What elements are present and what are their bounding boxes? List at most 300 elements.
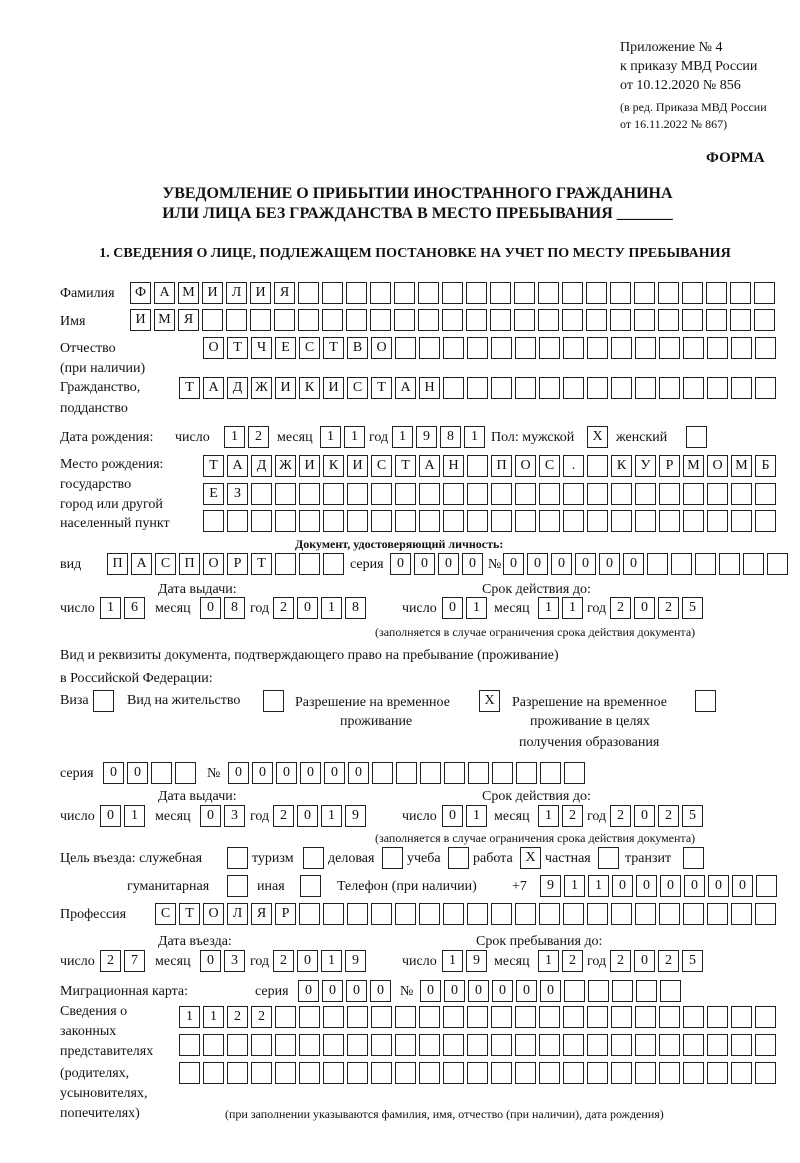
char-cell[interactable]: [395, 1034, 416, 1056]
char-cell[interactable]: И: [130, 309, 151, 331]
char-cell[interactable]: Я: [251, 903, 272, 925]
char-cell[interactable]: 0: [636, 875, 657, 897]
char-cell[interactable]: 0: [276, 762, 297, 784]
char-cell[interactable]: Б: [755, 455, 776, 477]
char-cell[interactable]: [658, 282, 679, 304]
char-cell[interactable]: [396, 762, 417, 784]
char-cell[interactable]: К: [299, 377, 320, 399]
char-cell[interactable]: 1: [466, 597, 487, 619]
char-cell[interactable]: [563, 1062, 584, 1084]
char-cell[interactable]: 0: [200, 805, 221, 827]
char-cell[interactable]: 0: [575, 553, 596, 575]
char-cell[interactable]: [322, 282, 343, 304]
char-cell[interactable]: А: [395, 377, 416, 399]
char-cell[interactable]: 2: [251, 1006, 272, 1028]
char-cell[interactable]: 0: [634, 805, 655, 827]
char-cell[interactable]: 1: [344, 426, 365, 448]
char-cell[interactable]: 0: [200, 950, 221, 972]
char-cell[interactable]: [419, 337, 440, 359]
char-cell[interactable]: П: [491, 455, 512, 477]
char-cell[interactable]: О: [203, 903, 224, 925]
char-cell[interactable]: 2: [610, 805, 631, 827]
char-cell[interactable]: [611, 337, 632, 359]
char-cell[interactable]: [175, 762, 196, 784]
char-cell[interactable]: [371, 903, 392, 925]
char-cell[interactable]: 0: [346, 980, 367, 1002]
char-cell[interactable]: [299, 903, 320, 925]
char-cell[interactable]: [719, 553, 740, 575]
char-cell[interactable]: [442, 309, 463, 331]
char-cell[interactable]: [419, 510, 440, 532]
char-cell[interactable]: [635, 377, 656, 399]
char-cell[interactable]: 9: [416, 426, 437, 448]
char-cell[interactable]: [298, 309, 319, 331]
char-cell[interactable]: [767, 553, 788, 575]
char-cell[interactable]: [395, 483, 416, 505]
char-cell[interactable]: С: [299, 337, 320, 359]
char-cell[interactable]: [707, 1062, 728, 1084]
char-cell[interactable]: Е: [203, 483, 224, 505]
char-cell[interactable]: Д: [227, 377, 248, 399]
char-cell[interactable]: [563, 483, 584, 505]
checkbox[interactable]: [303, 847, 324, 869]
char-cell[interactable]: [275, 510, 296, 532]
char-cell[interactable]: 0: [297, 950, 318, 972]
char-cell[interactable]: [492, 762, 513, 784]
char-cell[interactable]: [371, 510, 392, 532]
char-cell[interactable]: [347, 483, 368, 505]
char-cell[interactable]: 9: [540, 875, 561, 897]
char-cell[interactable]: [706, 282, 727, 304]
char-cell[interactable]: 2: [273, 805, 294, 827]
char-cell[interactable]: [444, 762, 465, 784]
char-cell[interactable]: 0: [634, 597, 655, 619]
char-cell[interactable]: [491, 483, 512, 505]
char-cell[interactable]: 0: [228, 762, 249, 784]
char-cell[interactable]: 0: [444, 980, 465, 1002]
char-cell[interactable]: 8: [224, 597, 245, 619]
char-cell[interactable]: [635, 1006, 656, 1028]
char-cell[interactable]: А: [419, 455, 440, 477]
char-cell[interactable]: Р: [275, 903, 296, 925]
char-cell[interactable]: [491, 903, 512, 925]
char-cell[interactable]: [755, 377, 776, 399]
char-cell[interactable]: 0: [390, 553, 411, 575]
char-cell[interactable]: [755, 337, 776, 359]
char-cell[interactable]: [539, 483, 560, 505]
char-cell[interactable]: [515, 510, 536, 532]
char-cell[interactable]: [179, 1034, 200, 1056]
char-cell[interactable]: У: [635, 455, 656, 477]
char-cell[interactable]: [731, 1006, 752, 1028]
char-cell[interactable]: [563, 337, 584, 359]
char-cell[interactable]: [586, 282, 607, 304]
char-cell[interactable]: 0: [540, 980, 561, 1002]
char-cell[interactable]: [610, 282, 631, 304]
char-cell[interactable]: [516, 762, 537, 784]
char-cell[interactable]: [467, 483, 488, 505]
char-cell[interactable]: 0: [420, 980, 441, 1002]
char-cell[interactable]: 2: [562, 805, 583, 827]
char-cell[interactable]: 1: [321, 950, 342, 972]
char-cell[interactable]: М: [731, 455, 752, 477]
char-cell[interactable]: Л: [227, 903, 248, 925]
char-cell[interactable]: П: [179, 553, 200, 575]
char-cell[interactable]: 2: [562, 950, 583, 972]
char-cell[interactable]: Т: [203, 455, 224, 477]
char-cell[interactable]: [395, 510, 416, 532]
checkbox[interactable]: [448, 847, 469, 869]
char-cell[interactable]: [707, 483, 728, 505]
char-cell[interactable]: [683, 1006, 704, 1028]
char-cell[interactable]: [394, 309, 415, 331]
char-cell[interactable]: С: [155, 553, 176, 575]
char-cell[interactable]: 0: [442, 805, 463, 827]
char-cell[interactable]: [612, 980, 633, 1002]
char-cell[interactable]: [151, 762, 172, 784]
char-cell[interactable]: [659, 377, 680, 399]
char-cell[interactable]: [467, 1034, 488, 1056]
char-cell[interactable]: [491, 337, 512, 359]
char-cell[interactable]: [251, 483, 272, 505]
char-cell[interactable]: [418, 309, 439, 331]
checkbox[interactable]: [263, 690, 284, 712]
char-cell[interactable]: [203, 510, 224, 532]
char-cell[interactable]: [660, 980, 681, 1002]
char-cell[interactable]: 0: [127, 762, 148, 784]
char-cell[interactable]: [467, 455, 488, 477]
char-cell[interactable]: 1: [320, 426, 341, 448]
char-cell[interactable]: 1: [203, 1006, 224, 1028]
char-cell[interactable]: 0: [634, 950, 655, 972]
char-cell[interactable]: [538, 309, 559, 331]
char-cell[interactable]: [346, 282, 367, 304]
char-cell[interactable]: 0: [297, 597, 318, 619]
char-cell[interactable]: [564, 980, 585, 1002]
char-cell[interactable]: [731, 903, 752, 925]
char-cell[interactable]: 1: [564, 875, 585, 897]
char-cell[interactable]: [659, 483, 680, 505]
char-cell[interactable]: [443, 337, 464, 359]
char-cell[interactable]: [370, 282, 391, 304]
char-cell[interactable]: [743, 553, 764, 575]
char-cell[interactable]: Р: [659, 455, 680, 477]
char-cell[interactable]: 2: [610, 597, 631, 619]
char-cell[interactable]: [443, 510, 464, 532]
char-cell[interactable]: И: [347, 455, 368, 477]
char-cell[interactable]: 0: [414, 553, 435, 575]
char-cell[interactable]: [347, 1006, 368, 1028]
char-cell[interactable]: 0: [300, 762, 321, 784]
char-cell[interactable]: [491, 1034, 512, 1056]
char-cell[interactable]: [755, 1034, 776, 1056]
checkbox[interactable]: [227, 875, 248, 897]
char-cell[interactable]: 9: [466, 950, 487, 972]
char-cell[interactable]: 2: [658, 597, 679, 619]
char-cell[interactable]: 0: [462, 553, 483, 575]
char-cell[interactable]: [659, 1062, 680, 1084]
char-cell[interactable]: [562, 282, 583, 304]
char-cell[interactable]: 2: [273, 950, 294, 972]
char-cell[interactable]: [754, 309, 775, 331]
char-cell[interactable]: [731, 377, 752, 399]
char-cell[interactable]: [611, 903, 632, 925]
char-cell[interactable]: .: [563, 455, 584, 477]
char-cell[interactable]: [418, 282, 439, 304]
char-cell[interactable]: [299, 510, 320, 532]
char-cell[interactable]: 0: [468, 980, 489, 1002]
char-cell[interactable]: 2: [227, 1006, 248, 1028]
char-cell[interactable]: [611, 1062, 632, 1084]
char-cell[interactable]: 3: [224, 805, 245, 827]
char-cell[interactable]: [467, 510, 488, 532]
char-cell[interactable]: Т: [179, 377, 200, 399]
char-cell[interactable]: [372, 762, 393, 784]
char-cell[interactable]: [251, 1062, 272, 1084]
checkbox[interactable]: [227, 847, 248, 869]
char-cell[interactable]: [227, 1034, 248, 1056]
char-cell[interactable]: 1: [100, 597, 121, 619]
char-cell[interactable]: 0: [623, 553, 644, 575]
checkbox[interactable]: [683, 847, 704, 869]
char-cell[interactable]: [443, 903, 464, 925]
char-cell[interactable]: П: [107, 553, 128, 575]
char-cell[interactable]: 0: [503, 553, 524, 575]
char-cell[interactable]: [683, 1034, 704, 1056]
char-cell[interactable]: 3: [224, 950, 245, 972]
char-cell[interactable]: 1: [538, 597, 559, 619]
char-cell[interactable]: 1: [179, 1006, 200, 1028]
char-cell[interactable]: [227, 1062, 248, 1084]
char-cell[interactable]: [682, 309, 703, 331]
char-cell[interactable]: 0: [516, 980, 537, 1002]
char-cell[interactable]: 0: [612, 875, 633, 897]
char-cell[interactable]: [730, 309, 751, 331]
char-cell[interactable]: 0: [492, 980, 513, 1002]
char-cell[interactable]: [466, 309, 487, 331]
char-cell[interactable]: И: [275, 377, 296, 399]
char-cell[interactable]: [683, 903, 704, 925]
checkbox[interactable]: [686, 426, 707, 448]
char-cell[interactable]: 2: [610, 950, 631, 972]
char-cell[interactable]: [695, 553, 716, 575]
char-cell[interactable]: [683, 337, 704, 359]
char-cell[interactable]: [420, 762, 441, 784]
char-cell[interactable]: Н: [443, 455, 464, 477]
char-cell[interactable]: [323, 1062, 344, 1084]
char-cell[interactable]: С: [371, 455, 392, 477]
char-cell[interactable]: Т: [227, 337, 248, 359]
char-cell[interactable]: [706, 309, 727, 331]
checkbox[interactable]: X: [520, 847, 541, 869]
char-cell[interactable]: [587, 1034, 608, 1056]
char-cell[interactable]: [587, 337, 608, 359]
char-cell[interactable]: [371, 1062, 392, 1084]
char-cell[interactable]: [611, 377, 632, 399]
char-cell[interactable]: [539, 1062, 560, 1084]
char-cell[interactable]: [274, 309, 295, 331]
char-cell[interactable]: [611, 1034, 632, 1056]
char-cell[interactable]: 0: [100, 805, 121, 827]
char-cell[interactable]: [490, 309, 511, 331]
char-cell[interactable]: О: [371, 337, 392, 359]
char-cell[interactable]: [347, 510, 368, 532]
char-cell[interactable]: [636, 980, 657, 1002]
char-cell[interactable]: [731, 483, 752, 505]
char-cell[interactable]: [275, 1062, 296, 1084]
char-cell[interactable]: 0: [708, 875, 729, 897]
char-cell[interactable]: 0: [660, 875, 681, 897]
char-cell[interactable]: Л: [226, 282, 247, 304]
char-cell[interactable]: [419, 483, 440, 505]
char-cell[interactable]: Ф: [130, 282, 151, 304]
char-cell[interactable]: [587, 455, 608, 477]
char-cell[interactable]: [611, 510, 632, 532]
char-cell[interactable]: 5: [682, 597, 703, 619]
checkbox[interactable]: X: [479, 690, 500, 712]
char-cell[interactable]: 2: [248, 426, 269, 448]
char-cell[interactable]: [731, 1034, 752, 1056]
char-cell[interactable]: В: [347, 337, 368, 359]
char-cell[interactable]: [588, 980, 609, 1002]
char-cell[interactable]: [298, 282, 319, 304]
char-cell[interactable]: [756, 875, 777, 897]
char-cell[interactable]: [587, 483, 608, 505]
char-cell[interactable]: И: [299, 455, 320, 477]
char-cell[interactable]: 2: [273, 597, 294, 619]
char-cell[interactable]: [467, 1062, 488, 1084]
char-cell[interactable]: Е: [275, 337, 296, 359]
char-cell[interactable]: [683, 377, 704, 399]
char-cell[interactable]: [538, 282, 559, 304]
char-cell[interactable]: [323, 483, 344, 505]
char-cell[interactable]: [515, 483, 536, 505]
char-cell[interactable]: [731, 510, 752, 532]
char-cell[interactable]: [658, 309, 679, 331]
char-cell[interactable]: [587, 1006, 608, 1028]
char-cell[interactable]: [419, 1006, 440, 1028]
char-cell[interactable]: [587, 510, 608, 532]
char-cell[interactable]: [370, 309, 391, 331]
char-cell[interactable]: 0: [297, 805, 318, 827]
char-cell[interactable]: 1: [321, 805, 342, 827]
char-cell[interactable]: 8: [345, 597, 366, 619]
checkbox[interactable]: [93, 690, 114, 712]
char-cell[interactable]: 1: [442, 950, 463, 972]
char-cell[interactable]: [539, 1006, 560, 1028]
char-cell[interactable]: [635, 1034, 656, 1056]
char-cell[interactable]: [227, 510, 248, 532]
char-cell[interactable]: [467, 337, 488, 359]
char-cell[interactable]: 0: [684, 875, 705, 897]
char-cell[interactable]: [467, 1006, 488, 1028]
char-cell[interactable]: [514, 309, 535, 331]
char-cell[interactable]: [299, 1006, 320, 1028]
char-cell[interactable]: [299, 1062, 320, 1084]
char-cell[interactable]: З: [227, 483, 248, 505]
char-cell[interactable]: 7: [124, 950, 145, 972]
char-cell[interactable]: [682, 282, 703, 304]
char-cell[interactable]: Т: [179, 903, 200, 925]
char-cell[interactable]: О: [515, 455, 536, 477]
char-cell[interactable]: Я: [178, 309, 199, 331]
char-cell[interactable]: А: [227, 455, 248, 477]
char-cell[interactable]: 1: [538, 950, 559, 972]
char-cell[interactable]: Ж: [275, 455, 296, 477]
char-cell[interactable]: [251, 1034, 272, 1056]
char-cell[interactable]: [347, 1062, 368, 1084]
char-cell[interactable]: [371, 483, 392, 505]
char-cell[interactable]: 8: [440, 426, 461, 448]
char-cell[interactable]: [514, 282, 535, 304]
char-cell[interactable]: [347, 1034, 368, 1056]
char-cell[interactable]: [323, 903, 344, 925]
char-cell[interactable]: [586, 309, 607, 331]
char-cell[interactable]: [659, 1034, 680, 1056]
char-cell[interactable]: [683, 483, 704, 505]
char-cell[interactable]: 0: [252, 762, 273, 784]
char-cell[interactable]: [322, 309, 343, 331]
char-cell[interactable]: [467, 377, 488, 399]
char-cell[interactable]: М: [178, 282, 199, 304]
char-cell[interactable]: 0: [200, 597, 221, 619]
char-cell[interactable]: [683, 1062, 704, 1084]
char-cell[interactable]: [515, 337, 536, 359]
char-cell[interactable]: [419, 1034, 440, 1056]
char-cell[interactable]: [634, 309, 655, 331]
char-cell[interactable]: 5: [682, 950, 703, 972]
char-cell[interactable]: [539, 377, 560, 399]
char-cell[interactable]: [611, 1006, 632, 1028]
char-cell[interactable]: 0: [103, 762, 124, 784]
char-cell[interactable]: [515, 377, 536, 399]
char-cell[interactable]: [563, 510, 584, 532]
char-cell[interactable]: И: [323, 377, 344, 399]
char-cell[interactable]: [515, 1062, 536, 1084]
char-cell[interactable]: [419, 903, 440, 925]
char-cell[interactable]: [347, 903, 368, 925]
char-cell[interactable]: [346, 309, 367, 331]
char-cell[interactable]: [250, 309, 271, 331]
char-cell[interactable]: [491, 377, 512, 399]
char-cell[interactable]: [371, 1034, 392, 1056]
char-cell[interactable]: [755, 1062, 776, 1084]
char-cell[interactable]: [562, 309, 583, 331]
char-cell[interactable]: [443, 1006, 464, 1028]
char-cell[interactable]: [730, 282, 751, 304]
char-cell[interactable]: И: [250, 282, 271, 304]
char-cell[interactable]: [563, 903, 584, 925]
char-cell[interactable]: 1: [392, 426, 413, 448]
char-cell[interactable]: [635, 903, 656, 925]
char-cell[interactable]: [635, 510, 656, 532]
char-cell[interactable]: 5: [682, 805, 703, 827]
char-cell[interactable]: [707, 337, 728, 359]
char-cell[interactable]: [635, 337, 656, 359]
char-cell[interactable]: [202, 309, 223, 331]
char-cell[interactable]: [563, 1034, 584, 1056]
char-cell[interactable]: [539, 1034, 560, 1056]
char-cell[interactable]: [443, 377, 464, 399]
char-cell[interactable]: [754, 282, 775, 304]
char-cell[interactable]: [587, 1062, 608, 1084]
char-cell[interactable]: [731, 337, 752, 359]
char-cell[interactable]: 0: [438, 553, 459, 575]
checkbox[interactable]: X: [587, 426, 608, 448]
checkbox[interactable]: [598, 847, 619, 869]
char-cell[interactable]: [707, 377, 728, 399]
char-cell[interactable]: 0: [324, 762, 345, 784]
